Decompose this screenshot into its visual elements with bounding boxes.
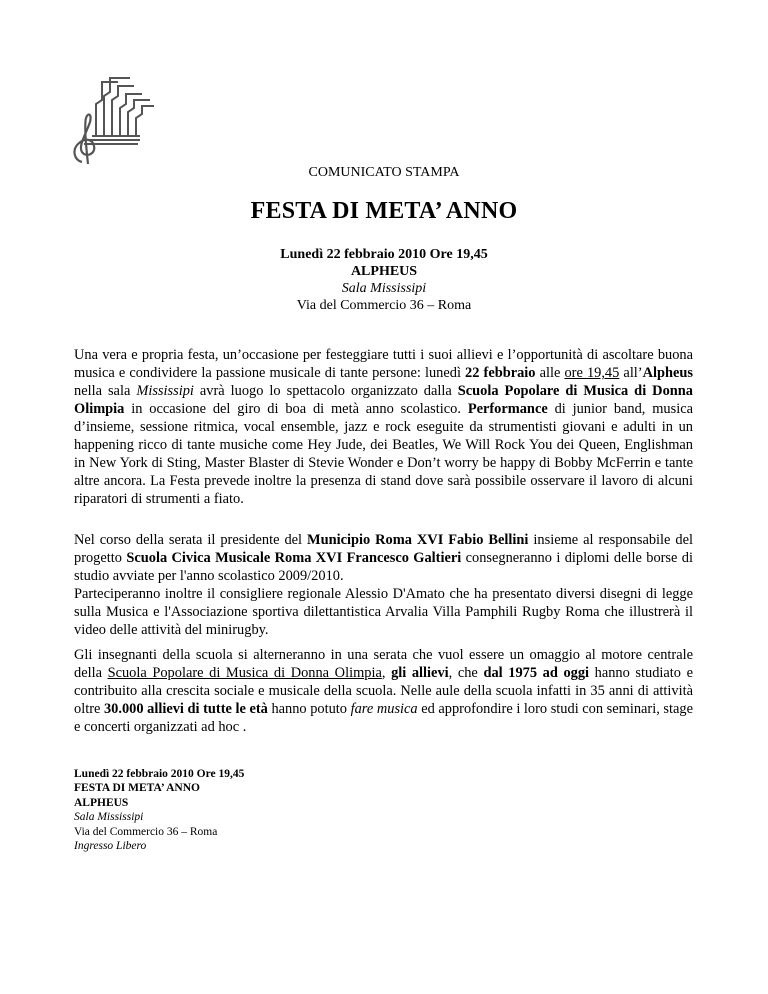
footer-entry: Ingresso Libero: [74, 840, 147, 853]
footer-room: Sala Mississipi: [74, 811, 144, 824]
text-bold: gli allievi: [391, 665, 449, 681]
school-logo-icon: [68, 74, 158, 166]
text-italic: fare musica: [350, 701, 418, 717]
paragraph-intro: [74, 346, 693, 508]
event-address: Via del Commercio 36 – Roma: [296, 298, 472, 313]
text-bold: Performance: [467, 401, 548, 417]
text: hanno potuto: [267, 701, 351, 717]
text-underline: ore 19,45: [564, 365, 620, 381]
text: hanno studiato e contribuito alla crescita sociale e musicale della scuola. Nelle aule della scuola infatti in 35 anni di attività oltre: [74, 665, 693, 717]
text: di junior band, musica d’insieme, sessione ritmica, vocal ensemble, jazz e rock eseguite da strumentisti giovani e adulti in un happening ricco di tante musiche come Hey Jude, dei Beatles, We Will Rock You dei Queen, Englishman in New York di Sting, Master Blaster di Stevie Wonder e Don’t worry be happy di Bobby McFerrin e tante altre ancora. La Festa prevede inoltre la presenza di stand dove sarà possibile osservare il lavoro di alcuni riparatori di strumenti a fiato.: [74, 401, 693, 507]
text-bold: 30.000 allievi di tutte le età: [103, 701, 268, 717]
text: Una vera e propria festa, un’occasione per festeggiare tutti i suoi allievi e l’opportunità di ascoltare buona musica e condividere la passione musicale di tante persone: lunedì: [74, 347, 693, 381]
event-info: [0, 246, 768, 314]
text-bold: Municipio Roma XVI Fabio Bellini: [307, 532, 529, 548]
text: Gli insegnanti della scuola si alterneranno in una serata che vuol essere un omaggio al motore centrale della: [74, 647, 693, 681]
footer-title: FESTA DI META’ ANNO: [74, 782, 200, 795]
text: all’: [619, 365, 643, 381]
text: nella sala: [74, 383, 137, 399]
press-release-label: COMUNICATO STAMPA: [308, 165, 460, 180]
footer-event-summary: [74, 767, 244, 853]
text-bold: Scuola Civica Musicale Roma XVI Francesco Galtieri: [126, 550, 462, 566]
paragraph-ceremony: [74, 531, 693, 639]
text: alle: [535, 365, 565, 381]
text: , che: [448, 665, 484, 681]
footer-address: Via del Commercio 36 – Roma: [74, 825, 218, 838]
text: ed approfondire i loro studi con seminari, stage e concerti organizzati ad hoc .: [74, 701, 693, 735]
event-venue: ALPHEUS: [350, 264, 418, 279]
text-bold: dal 1975 ad oggi: [483, 665, 590, 681]
text: avrà luogo lo spettacolo organizzato dalla: [193, 383, 458, 399]
footer-date-time: Lunedì 22 febbraio 2010 Ore 19,45: [74, 768, 245, 780]
text-italic: Mississipi: [136, 383, 194, 399]
text-underline: Scuola Popolare di Musica di Donna Olimpia: [107, 665, 382, 681]
event-room: Sala Mississipi: [341, 281, 427, 296]
text-bold: 22 febbraio: [465, 365, 536, 381]
text: Parteciperanno inoltre il consigliere regionale Alessio D'Amato che ha presentato diversi disegni di legge sulla Musica e l'Associazione sportiva dilettantistica Arvalia Villa Pamphili Rugby Roma che illustrerà il video delle attività del minirugby.: [74, 586, 693, 638]
event-date-time: Lunedì 22 febbraio 2010 Ore 19,45: [280, 247, 488, 262]
text: consegneranno i diplomi delle borse di studio avviate per l'anno scolastico 2009/2010.: [74, 550, 693, 584]
page-title: FESTA DI META’ ANNO: [250, 198, 518, 224]
text: in occasione del giro di boa di metà anno scolastico.: [124, 401, 468, 417]
text: Nel corso della serata il presidente del: [74, 532, 308, 548]
text: ,: [381, 665, 392, 681]
text-bold: Scuola Popolare di Musica di Donna Olimpia: [74, 383, 693, 417]
text: insieme al responsabile del progetto: [74, 532, 693, 566]
text-bold: Alpheus: [642, 365, 693, 381]
footer-venue: ALPHEUS: [74, 796, 129, 809]
paragraph-teachers: [74, 646, 693, 736]
